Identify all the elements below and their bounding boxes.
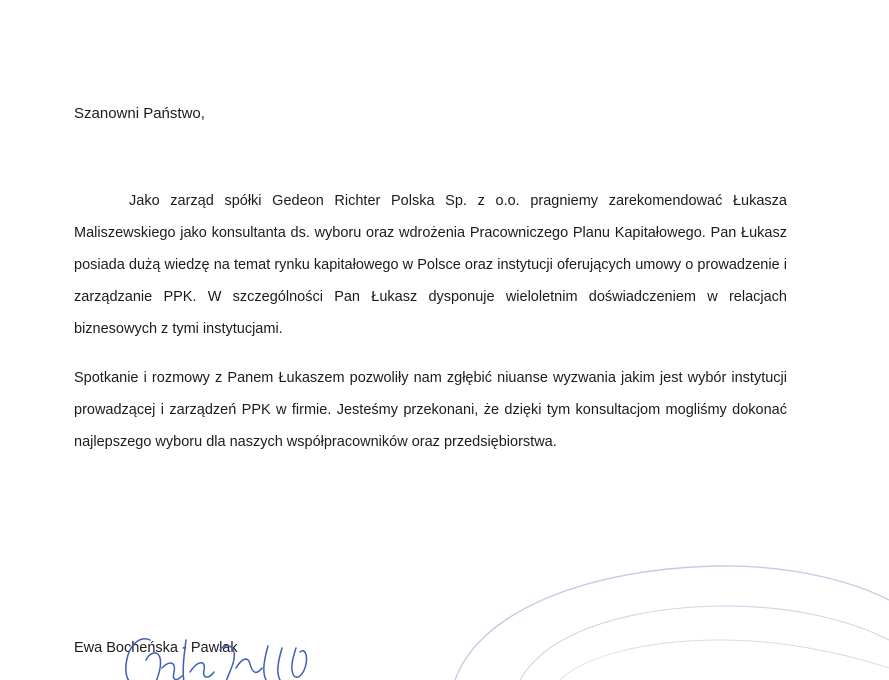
- salutation: Szanowni Państwo,: [74, 105, 205, 122]
- body-paragraph-1: Jako zarząd spółki Gedeon Richter Polska Sp. z o.o. pragniemy zarekomendować Łukasza Maliszewskiego jako konsultanta ds. wyboru oraz wdrożenia Pracowniczego Planu Kapitałowego. Pan Łukasz posiada dużą wiedzę na temat rynku kapitałowego w Polsce oraz instytucji oferujących umowy o prowadzenie i zarządzanie PPK. W szczególności Pan Łukasz dysponuje wieloletnim doświadczeniem w relacjach biznesowych z tymi instytucjami.: [74, 193, 787, 337]
- body-paragraph-2: Spotkanie i rozmowy z Panem Łukaszem pozwoliły nam zgłębić niuanse wyzwania jakim jest wybór instytucji prowadzącej i zarządzeń PPK w firmie. Jesteśmy przekonani, że dzięki tym konsultacjom mogliśmy dokonać najlepszego wyboru dla naszych współpracowników oraz przedsiębiorstwa.: [74, 370, 787, 450]
- signer-name: Ewa Bocheńska - Pawlak: [74, 640, 238, 656]
